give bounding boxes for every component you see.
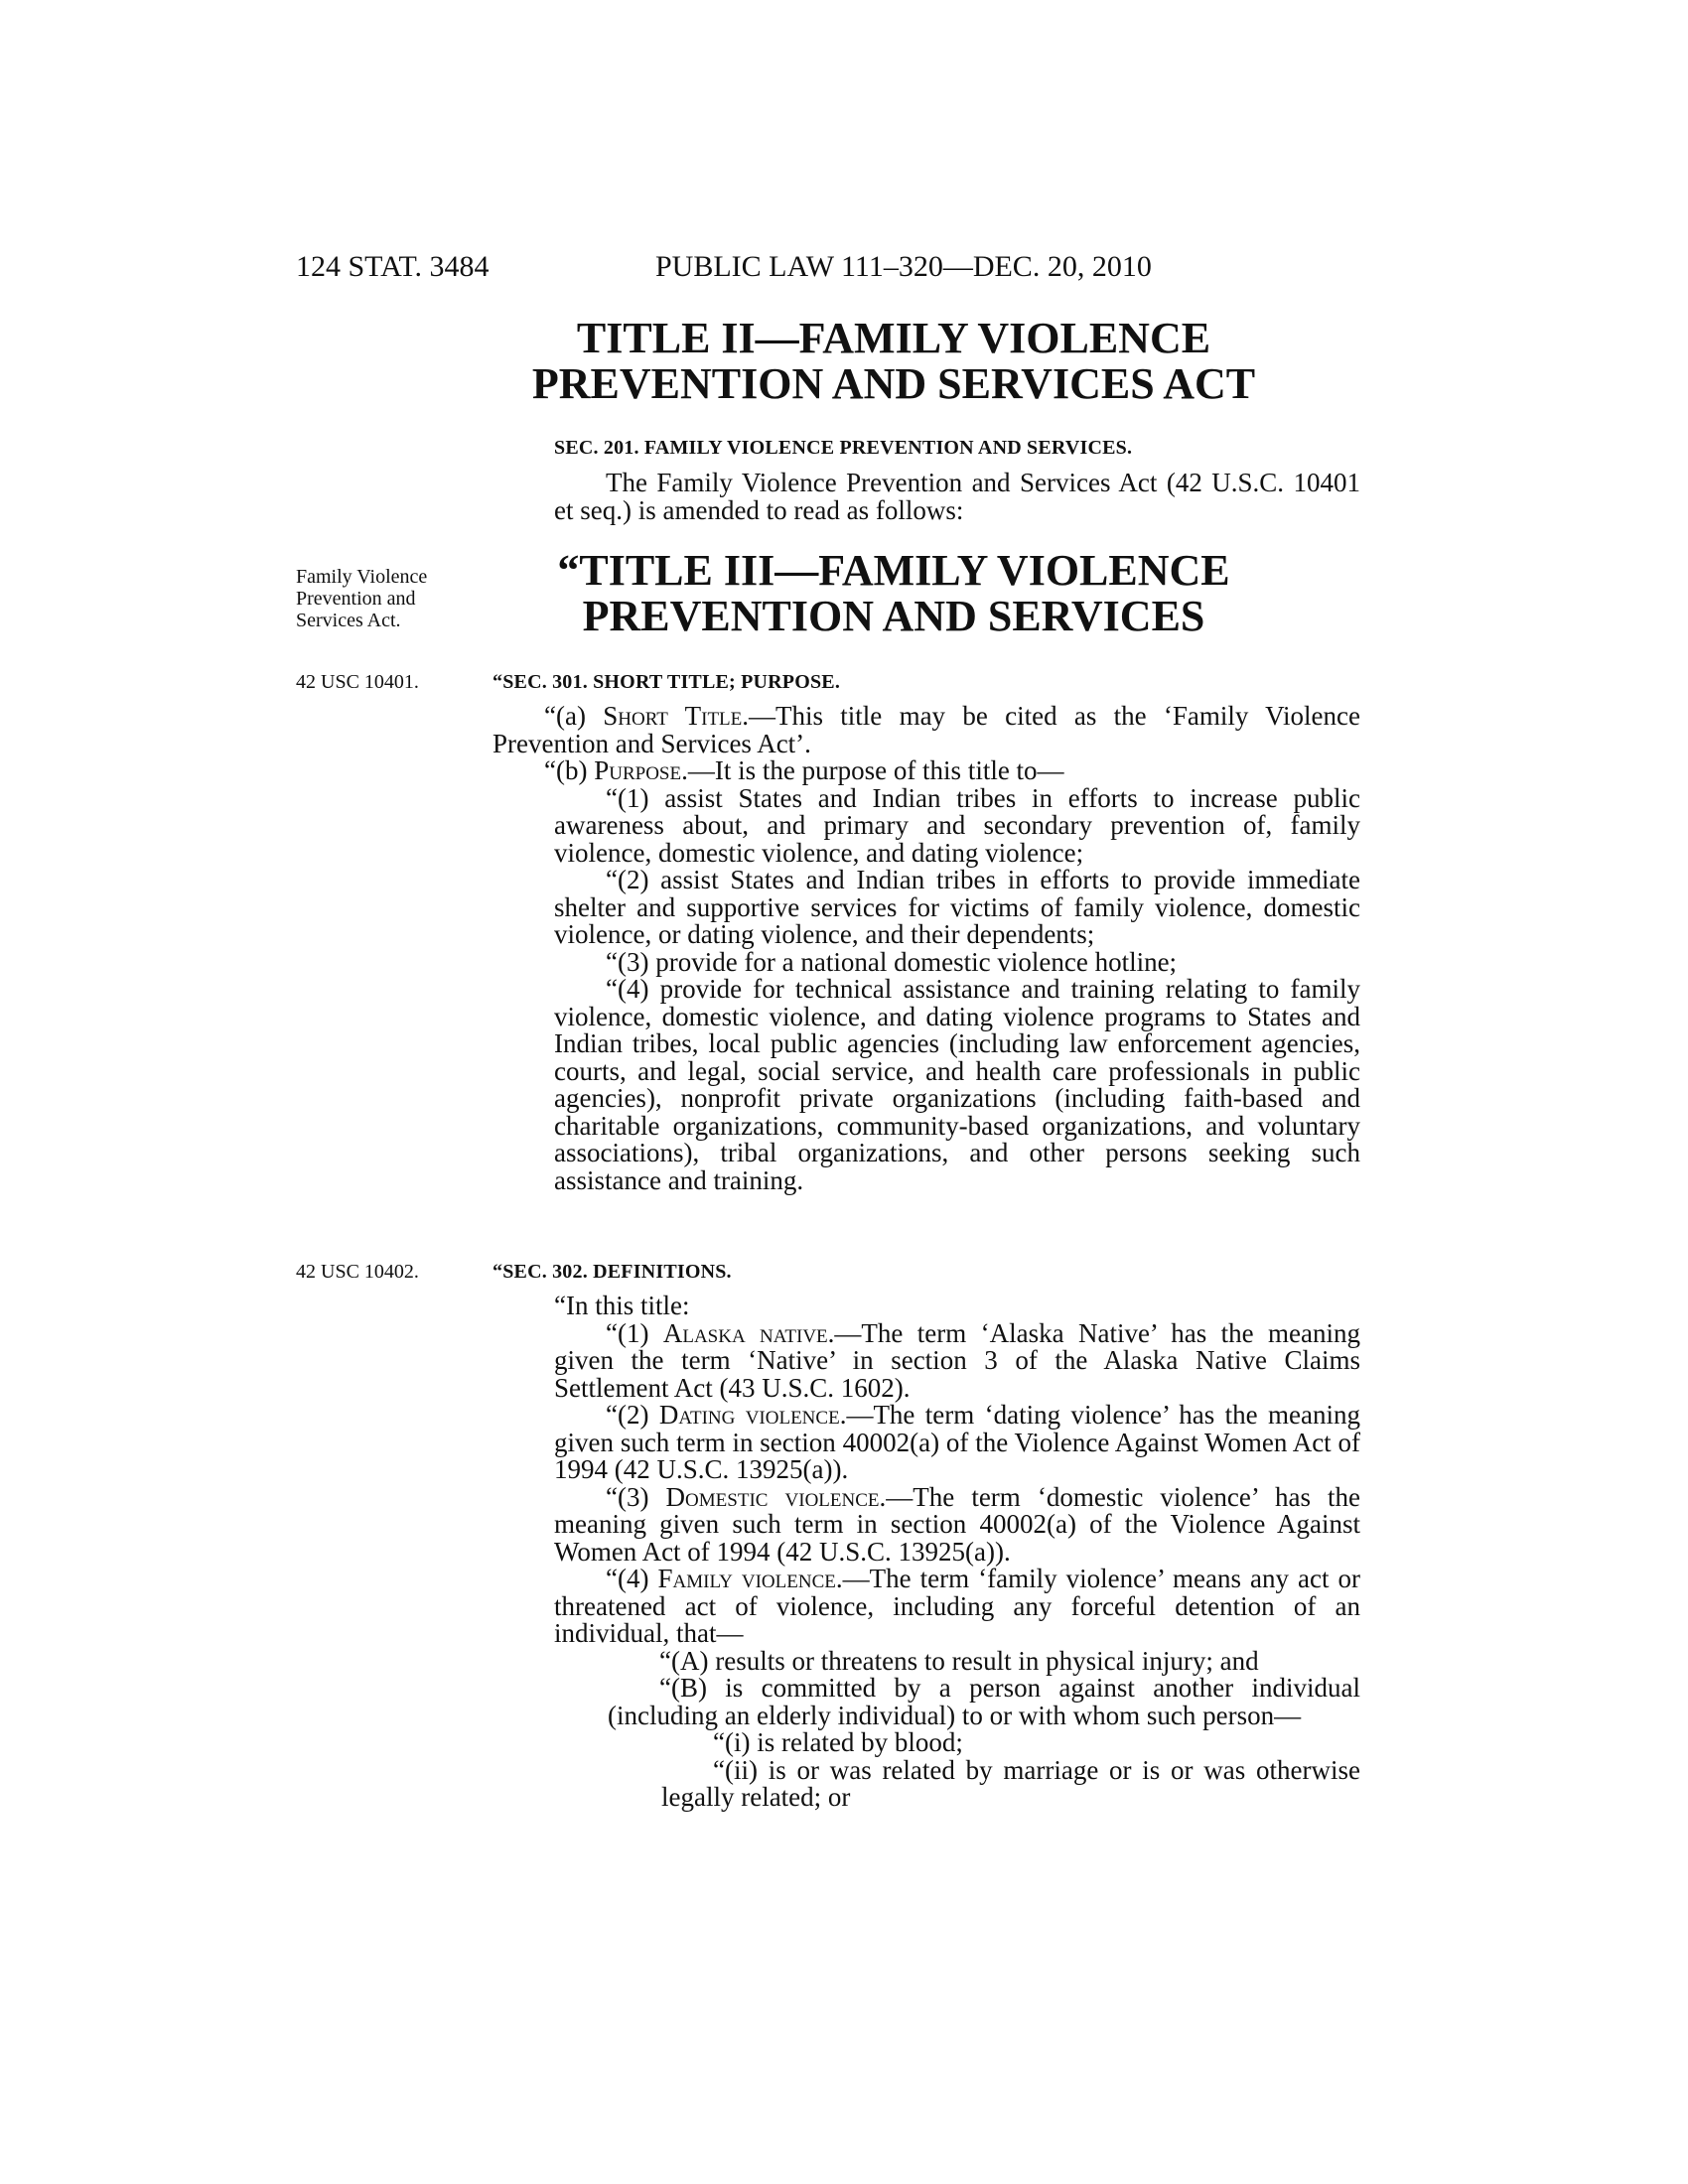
sec-301-body [492,703,1360,1194]
sec-302-d1 [554,1317,1360,1403]
margin-note-usc-10402: 42 USC 10402. [296,1261,419,1283]
title-iii-heading [487,548,1301,639]
sec-302-body [554,1293,1360,1812]
sec-302-d4-B-i: “(i) is related by blood; [713,1727,963,1757]
sec-301-b [492,757,1360,785]
sec-301-b-text: .—It is the purpose of this title to— [681,755,1064,785]
sec-302-d4-text: .—The term ‘family violence’ means any act or threatened act of violence, including any forceful detention of an individual, that— [554,1564,1360,1648]
sec-301-a-text: .—This title may be cited as the ‘Family Violence Prevention and Services Act’. [492,701,1361,758]
sec-302-d2-label: “(2) [606,1400,659,1430]
sec-301-p2: “(2) assist States and Indian tribes in efforts to provide immediate shelter and supportive services for victims of family violence, domestic violence, or dating violence, and their dependents; [554,865,1360,949]
title-iii-line2: PREVENTION AND SERVICES [582,592,1205,640]
sec-302-d3 [554,1481,1361,1567]
sec-302-d4-B-clauses [608,1729,1360,1812]
sec-302-d1-label: “(1) [606,1317,663,1348]
sec-302-d1-text: .—The term ‘Alaska Native’ has the meaning given the term ‘Native’ in section 3 of the Alaska Native Claims Settlement Act (43 U.S.C. 1602). [554,1317,1360,1403]
margin-note-usc-10401: 42 USC 10401. [296,671,419,693]
sec-302-d3-label: “(3) [606,1481,666,1512]
sec-301-a [492,703,1360,757]
sec-302-d4-subparagraphs [554,1645,1360,1812]
title-iii-line1: “TITLE III—FAMILY VIOLENCE [557,546,1230,595]
sec-301-p3: “(3) provide for a national domestic violence hotline; [606,946,1178,977]
sec-302-d4-B: “(B) is committed by a person against another individual (including an elderly individual) to or with whom such person— [608,1673,1360,1730]
sec-201-heading: SEC. 201. FAMILY VIOLENCE PREVENTION AND SERVICES. [554,437,1133,459]
sec-302-d4 [554,1566,1360,1648]
sec-302-d4-A: “(A) results or threatens to result in physical injury; and [659,1645,1259,1676]
title-ii-heading [487,316,1301,407]
sec-301-b-caption: Purpose [594,755,682,785]
sec-302-d1-caption: Alaska native [662,1317,828,1348]
sec-302-d2-text: .—The term ‘dating violence’ has the meaning given such term in section 40002(a) of the Violence Against Women Act of 1994 (42 U.S.C. 13925(a)). [554,1400,1360,1484]
sec-302-d4-caption: Family violence [657,1564,836,1593]
sec-302-intro: “In this title: [554,1291,690,1320]
sec-302-d3-text: .—The term ‘domestic violence’ has the meaning given such term in section 40002(a) of the Violence Against Women Act of 1994 (42 U.S.C. 13925(a)). [554,1481,1361,1567]
sec-301-paragraphs [492,782,1360,1195]
sec-302-d4-B-ii: “(ii) is or was related by marriage or is or was otherwise legally related; or [661,1754,1360,1812]
sec-301-p4: “(4) provide for technical assistance and training relating to family violence, domestic violence, and dating violence programs to States and Indian tribes, local public agencies (including law enforcement agencies, courts, and legal, social service, and health care professionals in public agencies), nonprofit private organizations (including faith-based and charitable organizations, community-based organizations, and voluntary associations), tribal organizations, and other persons seeking such assistance and training. [554,974,1360,1195]
sec-301-p1: “(1) assist States and Indian tribes in efforts to increase public awareness about, and primary and secondary prevention of, family violence, domestic violence, and dating violence; [554,782,1360,868]
page-number: 124 STAT. 3484 [296,250,490,283]
sec-302-d4-label: “(4) [606,1564,658,1593]
sec-301-a-label: “(a) [544,701,604,731]
sec-302-d3-caption: Domestic violence [665,1481,880,1512]
title-ii-line2: PREVENTION AND SERVICES ACT [531,359,1256,408]
margin-note-short-title: Family Violence Prevention and Services Act. [296,566,428,631]
sec-301-a-caption: Short Title [603,701,743,731]
sec-301-b-label: “(b) [544,755,595,785]
sec-302-heading: “SEC. 302. DEFINITIONS. [492,1261,732,1283]
sec-302-d2-caption: Dating violence [658,1400,840,1430]
sec-301-heading: “SEC. 301. SHORT TITLE; PURPOSE. [492,671,841,693]
sec-201-text [554,470,1360,524]
running-header: PUBLIC LAW 111–320—DEC. 20, 2010 [655,250,1152,283]
sec-201-paragraph: The Family Violence Prevention and Services Act (42 U.S.C. 10401 et seq.) is amended to read as follows: [554,468,1360,525]
title-ii-line1: TITLE II—FAMILY VIOLENCE [576,314,1211,362]
sec-302-d2 [554,1402,1360,1484]
